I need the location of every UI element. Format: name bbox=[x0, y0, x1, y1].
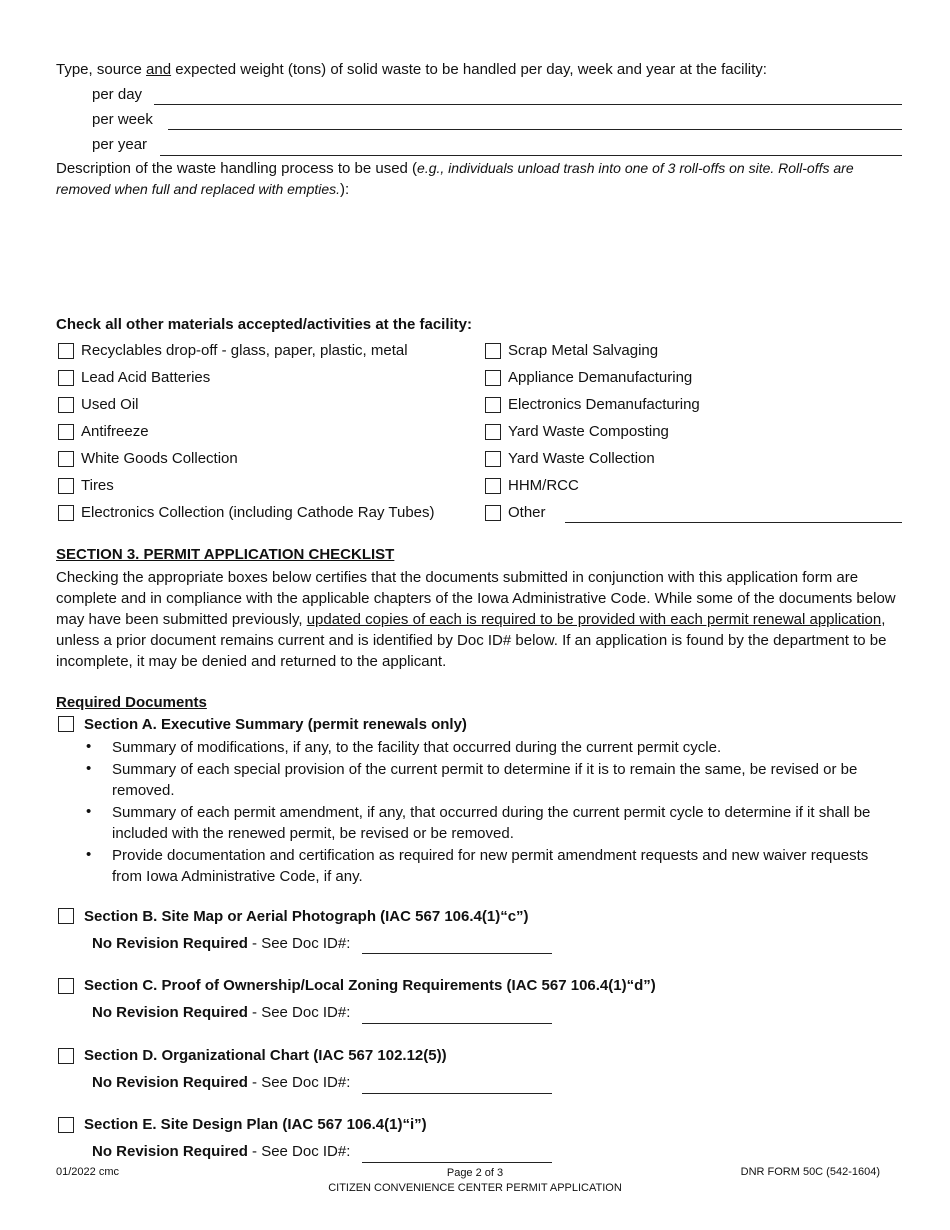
material-label: Tires bbox=[81, 477, 114, 494]
doc-id-field-d[interactable] bbox=[362, 1093, 552, 1094]
materials-heading: Check all other materials accepted/activities at the facility: bbox=[56, 316, 473, 333]
checkbox-used-oil[interactable] bbox=[58, 397, 74, 413]
per-day-label: per day bbox=[92, 86, 143, 103]
material-label: Antifreeze bbox=[81, 423, 149, 440]
no-revision-label: No Revision Required - See Doc ID#: bbox=[92, 935, 351, 952]
bullet-icon: • bbox=[86, 846, 92, 863]
waste-description-field[interactable] bbox=[56, 205, 902, 305]
per-week-field[interactable] bbox=[168, 129, 902, 130]
checkbox-section-e[interactable] bbox=[58, 1117, 74, 1133]
waste-intro: Type, source and expected weight (tons) of solid waste to be handled per day, week and year at the facility: bbox=[56, 61, 767, 78]
bullet-icon: • bbox=[86, 803, 92, 820]
per-year-label: per year bbox=[92, 136, 148, 153]
material-label: Scrap Metal Salvaging bbox=[508, 342, 659, 359]
checkbox-hhm-rcc[interactable] bbox=[485, 478, 501, 494]
checkbox-electronics-demanufacturing[interactable] bbox=[485, 397, 501, 413]
checkbox-recyclables[interactable] bbox=[58, 343, 74, 359]
material-label: Recyclables drop-off - glass, paper, plastic, metal bbox=[81, 342, 408, 359]
checkbox-section-a[interactable] bbox=[58, 716, 74, 732]
checkbox-appliance-demanufacturing[interactable] bbox=[485, 370, 501, 386]
material-label: Appliance Demanufacturing bbox=[508, 369, 693, 386]
bullet-text: Provide documentation and certification as required for new permit amendment requests and new waiver requests from Iowa Administrative Code, if any. bbox=[112, 847, 869, 885]
footer-date: 01/2022 cmc bbox=[56, 1166, 119, 1178]
bullet-icon: • bbox=[86, 738, 92, 755]
footer-page-number: Page 2 of 3 bbox=[446, 1167, 504, 1179]
checkbox-tires[interactable] bbox=[58, 478, 74, 494]
section3-heading: SECTION 3. PERMIT APPLICATION CHECKLIST bbox=[56, 546, 395, 563]
no-revision-label: No Revision Required - See Doc ID#: bbox=[92, 1004, 351, 1021]
waste-description-label: Description of the waste handling process to be used (e.g., individuals unload trash into one of 3 roll-offs on site. Roll-offs are removed when full and replaced with empties.): bbox=[56, 160, 854, 198]
checkbox-yard-waste-composting[interactable] bbox=[485, 424, 501, 440]
material-label: Lead Acid Batteries bbox=[81, 369, 211, 386]
bullet-icon: • bbox=[86, 760, 92, 777]
material-label: White Goods Collection bbox=[81, 450, 238, 467]
checkbox-scrap-metal[interactable] bbox=[485, 343, 501, 359]
no-revision-label: No Revision Required - See Doc ID#: bbox=[92, 1143, 351, 1160]
no-revision-label: No Revision Required - See Doc ID#: bbox=[92, 1074, 351, 1091]
section-d-label: Section D. Organizational Chart (IAC 567 102.12(5)) bbox=[84, 1047, 447, 1064]
checkbox-section-b[interactable] bbox=[58, 908, 74, 924]
checkbox-antifreeze[interactable] bbox=[58, 424, 74, 440]
material-label: HHM/RCC bbox=[508, 477, 579, 494]
bullet-text: Summary of each permit amendment, if any, that occurred during the current permit cycle to determine if it shall be included with the renewed permit, be revised or be removed. bbox=[112, 804, 871, 842]
section3-paragraph: Checking the appropriate boxes below certifies that the documents submitted in conjunction with this application form are complete and in compliance with the applicable chapters of the Iowa Administrative Code. While some of the documents below may have been submitted previously, updated copies of each is required to be provided with each permit renewal application, unless a prior document remains current and is identified by Doc ID# below. If an application is found by the department to be incomplete, it may be denied and returned to the applicant. bbox=[56, 569, 896, 670]
footer-form-number: DNR FORM 50C (542-1604) bbox=[740, 1166, 880, 1178]
checkbox-electronics-collection[interactable] bbox=[58, 505, 74, 521]
required-documents-heading: Required Documents bbox=[56, 694, 207, 711]
material-label: Yard Waste Collection bbox=[508, 450, 655, 467]
per-week-label: per week bbox=[92, 111, 153, 128]
doc-id-field-b[interactable] bbox=[362, 953, 552, 954]
bullet-text: Summary of modifications, if any, to the facility that occurred during the current permit cycle. bbox=[112, 739, 722, 756]
doc-id-field-c[interactable] bbox=[362, 1023, 552, 1024]
material-label: Yard Waste Composting bbox=[508, 423, 669, 440]
section-c-label: Section C. Proof of Ownership/Local Zoning Requirements (IAC 567 106.4(1)“d”) bbox=[84, 977, 656, 994]
section-b-label: Section B. Site Map or Aerial Photograph (IAC 567 106.4(1)“c”) bbox=[84, 908, 529, 925]
checkbox-other[interactable] bbox=[485, 505, 501, 521]
section-e-label: Section E. Site Design Plan (IAC 567 106.4(1)“i”) bbox=[84, 1116, 427, 1133]
material-label: Electronics Collection (including Cathode Ray Tubes) bbox=[81, 504, 435, 521]
footer-form-title: CITIZEN CONVENIENCE CENTER PERMIT APPLICATION bbox=[328, 1182, 622, 1194]
checkbox-white-goods[interactable] bbox=[58, 451, 74, 467]
section-a-label: Section A. Executive Summary (permit renewals only) bbox=[84, 716, 467, 733]
bullet-text: Summary of each special provision of the current permit to determine if it is to remain the same, be revised or be removed. bbox=[112, 761, 858, 799]
checkbox-yard-waste-collection[interactable] bbox=[485, 451, 501, 467]
checkbox-section-d[interactable] bbox=[58, 1048, 74, 1064]
material-label: Used Oil bbox=[81, 396, 139, 413]
doc-id-field-e[interactable] bbox=[362, 1162, 552, 1163]
checkbox-lead-acid-batteries[interactable] bbox=[58, 370, 74, 386]
material-label: Other bbox=[508, 504, 546, 521]
material-label: Electronics Demanufacturing bbox=[508, 396, 700, 413]
other-field[interactable] bbox=[565, 522, 902, 523]
checkbox-section-c[interactable] bbox=[58, 978, 74, 994]
per-day-field[interactable] bbox=[154, 104, 902, 105]
per-year-field[interactable] bbox=[160, 155, 902, 156]
